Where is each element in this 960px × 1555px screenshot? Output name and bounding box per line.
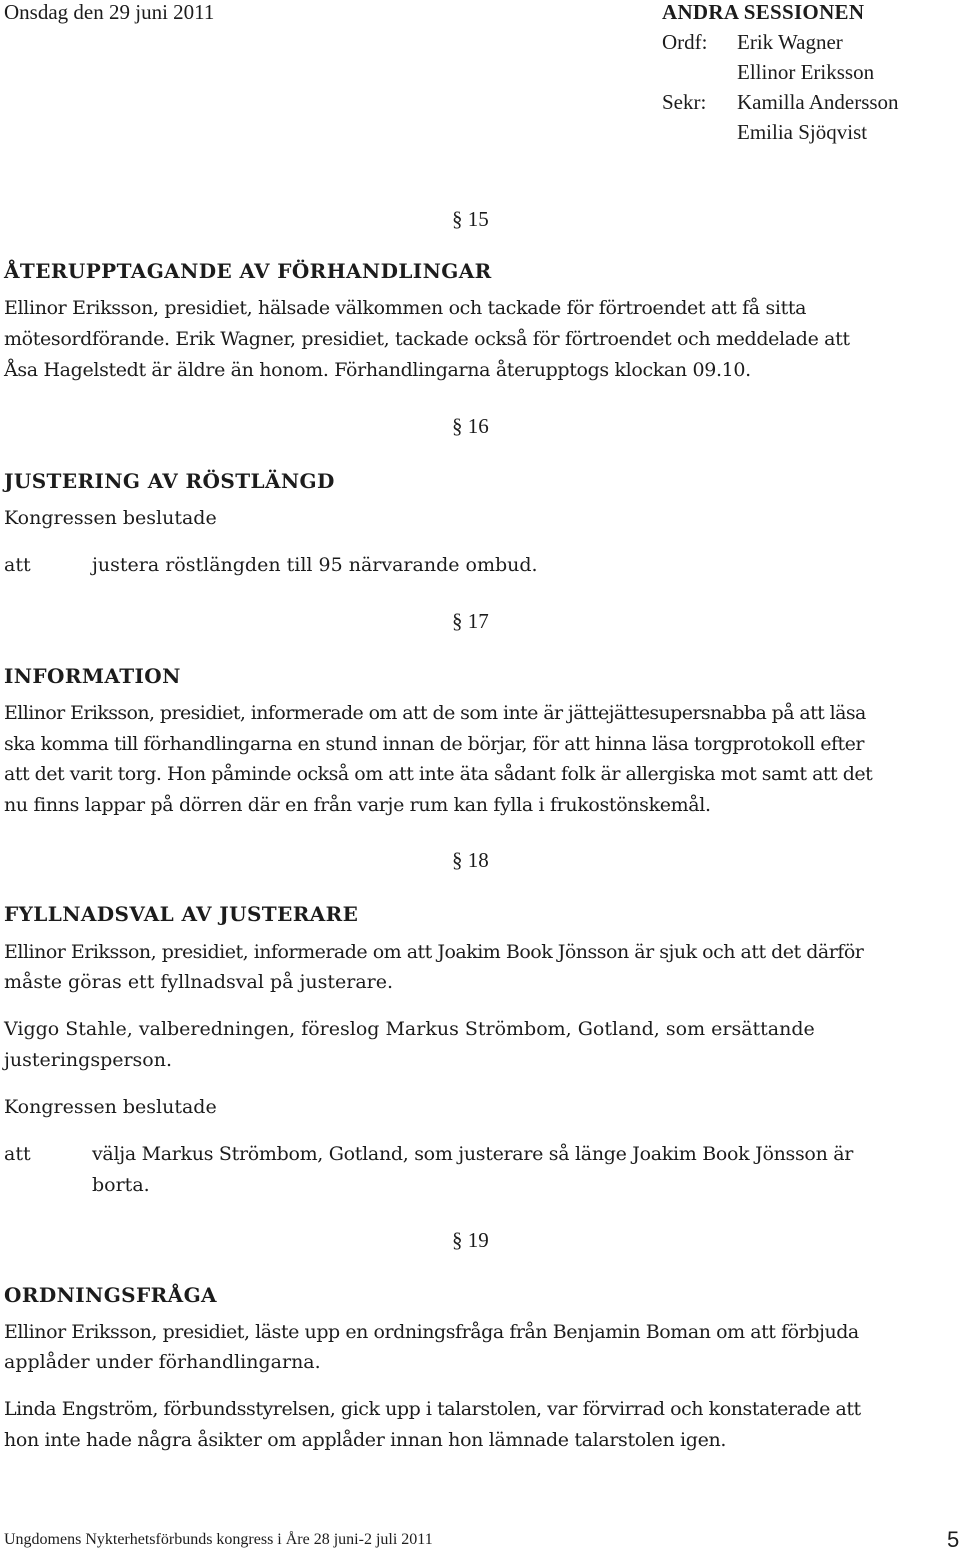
section-heading: ÅTERUPPTAGANDE AV FÖRHANDLINGAR (4, 259, 492, 283)
body-line: Linda Engström, förbundsstyrelsen, gick upp i talarstolen, var förvirrad och konstaterade att (4, 1398, 861, 1420)
paragraph-number: § 16 (452, 414, 489, 438)
body-line: justeringsperson. (4, 1049, 173, 1071)
body-line: mötesordförande. Erik Wagner, presidiet, tackade också för förtroendet och meddelade att (4, 328, 850, 350)
body-line: Ellinor Eriksson, presidiet, läste upp en ordningsfråga från Benjamin Boman om att förbjuda (4, 1321, 859, 1343)
section-heading: FYLLNADSVAL AV JUSTERARE (4, 902, 359, 926)
paragraph-number: § 17 (452, 609, 489, 633)
body-line: Åsa Hagelstedt är äldre än honom. Förhandlingarna återupptogs klockan 09.10. (4, 359, 751, 381)
att-label: att (4, 554, 31, 576)
paragraph-number: § 18 (452, 848, 489, 872)
decision-text: borta. (92, 1174, 150, 1196)
session-title: ANDRA SESSIONEN (662, 0, 865, 24)
body-line: Ellinor Eriksson, presidiet, informerade om att de som inte är jättejättesupersnabba på att läsa (4, 702, 866, 724)
body-line: att det varit torg. Hon påminde också om att inte äta sådant folk är allergiska mot samt att det (4, 763, 873, 785)
secretary-name: Emilia Sjöqvist (737, 120, 868, 144)
att-label: att (4, 1143, 31, 1165)
footer-text: Ungdomens Nykterhetsförbunds kongress i Åre 28 juni-2 juli 2011 (4, 1531, 433, 1548)
body-line: Ellinor Eriksson, presidiet, hälsade välkommen och tackade för förtroendet att få sitta (4, 297, 807, 319)
body-line: applåder under förhandlingarna. (4, 1351, 321, 1373)
chair-name: Erik Wagner (737, 30, 843, 54)
page-number: 5 (947, 1527, 960, 1552)
decision-text: välja Markus Strömbom, Gotland, som justerare så länge Joakim Book Jönsson är (92, 1143, 854, 1165)
document-date: Onsdag den 29 juni 2011 (4, 0, 215, 24)
chair-label: Ordf: (662, 30, 708, 54)
section-heading: INFORMATION (4, 664, 181, 688)
body-line: Ellinor Eriksson, presidiet, informerade om att Joakim Book Jönsson är sjuk och att det därför (4, 941, 864, 963)
secretary-label: Sekr: (662, 90, 707, 114)
body-line: måste göras ett fyllnadsval på justerare. (4, 971, 394, 993)
body-line: nu finns lappar på dörren där en från varje rum kan fylla i frukostönskemål. (4, 794, 711, 816)
body-line: hon inte hade några åsikter om applåder innan hon lämnade talarstolen igen. (4, 1429, 727, 1451)
paragraph-number: § 15 (452, 207, 489, 231)
decision-intro: Kongressen beslutade (4, 1096, 217, 1118)
paragraph-number: § 19 (452, 1228, 489, 1252)
section-heading: JUSTERING AV RÖSTLÄNGD (4, 469, 335, 493)
secretary-name: Kamilla Andersson (737, 90, 899, 114)
section-heading: ORDNINGSFRÅGA (4, 1283, 217, 1307)
decision-intro: Kongressen beslutade (4, 507, 217, 529)
decision-text: justera röstlängden till 95 närvarande ombud. (92, 554, 538, 576)
body-line: Viggo Stahle, valberedningen, föreslog Markus Strömbom, Gotland, som ersättande (4, 1018, 815, 1040)
chair-name: Ellinor Eriksson (737, 60, 875, 84)
body-line: ska komma till förhandlingarna en stund innan de börjar, för att hinna läsa torgprotokoll efter (4, 733, 865, 755)
